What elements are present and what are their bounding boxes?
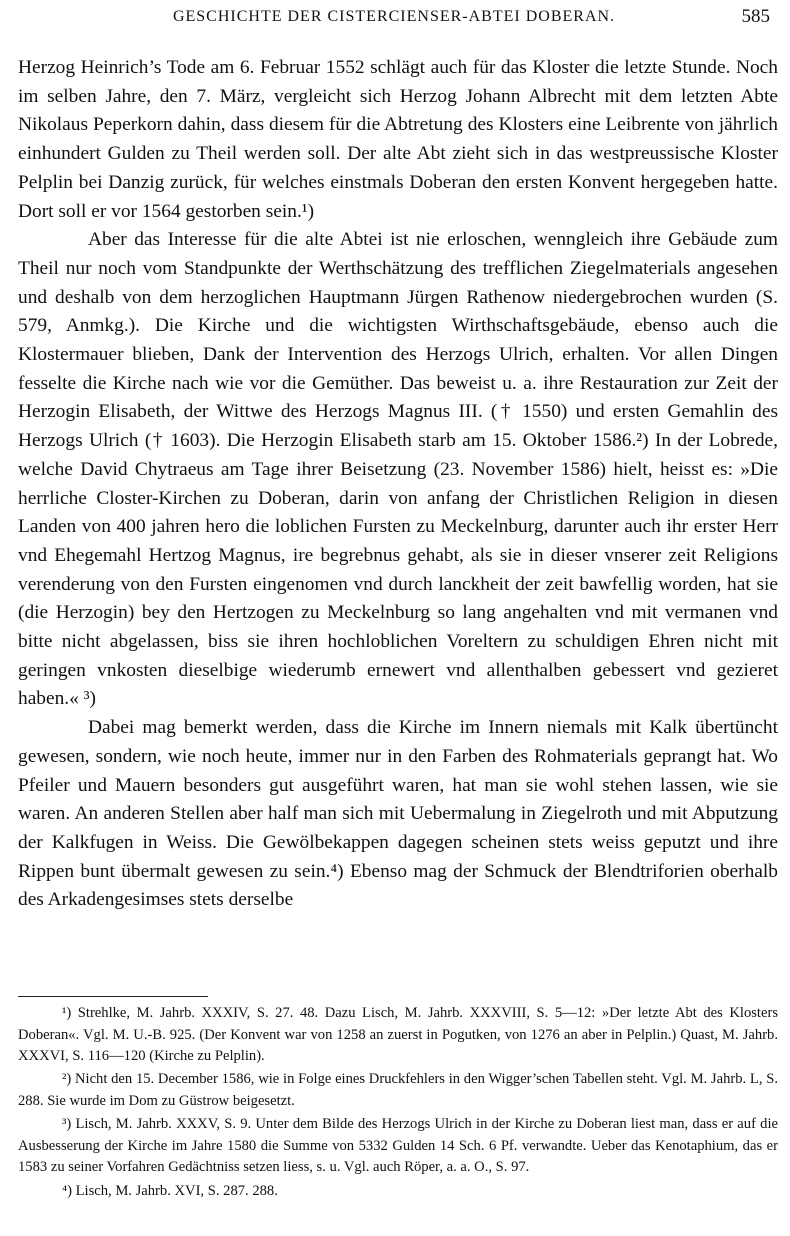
- footnote-1: ¹) Strehlke, M. Jahrb. XXXIV, S. 27. 48. Dazu Lisch, M. Jahrb. XXXVIII, S. 5—12: »Der letzte Abt des Klosters Doberan«. Vgl. M. U.-B. 925. (Der Konvent war von 1258 an zuerst in Pogutken, von 1276 an aber in Pelplin.) Quast, M. Jahrb. XXXVI, S. 116—120 (Kirche zu Pelplin).: [18, 1005, 778, 1065]
- body-text: [18, 54, 778, 915]
- footnote-3: ³) Lisch, M. Jahrb. XXXV, S. 9. Unter dem Bilde des Herzogs Ulrich in der Kirche zu Doberan liest man, dass er auf die Ausbesserung der Kirche im Jahre 1580 die Summe von 5332 Gulden 14 Sch. 6 Pf. verwandte. Ueber das Kenotaphium, das er 1583 zu seiner Vorfahren Gedächtniss setzen liess, s. u. Vgl. auch Röper, a. a. O., S. 97.: [18, 1116, 778, 1176]
- footnote-4: ⁴) Lisch, M. Jahrb. XVI, S. 287. 288.: [62, 1182, 278, 1199]
- page-number: 585: [741, 6, 770, 27]
- page-header: [18, 6, 770, 30]
- footnote-2: ²) Nicht den 15. December 1586, wie in Folge eines Druckfehlers in den Wigger’schen Tabellen steht. Vgl. M. Jahrb. L, S. 288. Sie wurde im Dom zu Güstrow beigesetzt.: [18, 1071, 778, 1109]
- footnote-rule: [18, 996, 208, 997]
- running-title: GESCHICHTE DER CISTERCIENSER-ABTEI DOBERAN.: [172, 8, 616, 25]
- footnotes: [18, 1003, 778, 1204]
- paragraph-1: Herzog Heinrich’s Tode am 6. Februar 1552 schlägt auch für das Kloster die letzte Stunde. Noch im selben Jahre, den 7. März, vergleicht sich Herzog Johann Albrecht mit dem letzten Abte Nikolaus Peperkorn dahin, dass diesem für die Abtretung des Klosters eine Leibrente von jährlich einhundert Gulden zu Theil werden soll. Der alte Abt zieht sich in das westpreussische Kloster Pelplin bei Danzig zurück, für welches einstmals Doberan den ersten Konvent hergegeben hatte. Dort soll er vor 1564 gestorben sein.¹): [18, 57, 778, 222]
- paragraph-2: Aber das Interesse für die alte Abtei ist nie erloschen, wenngleich ihre Gebäude zum Theil nur noch vom Standpunkte der Werthschätzung des trefflichen Ziegelmaterials angesehen und deshalb von dem herzoglichen Hauptmann Jürgen Rathenow niedergebrochen wurden (S. 579, Anmkg.). Die Kirche und die wichtigsten Wirthschaftsgebäude, ebenso auch die Klostermauer blieben, Dank der Intervention des Herzogs Ulrich, erhalten. Vor allen Dingen fesselte die Kirche nach wie vor die Gemüther. Das beweist u. a. ihre Restauration zur Zeit der Herzogin Elisabeth, der Wittwe des Herzogs Magnus III. († 1550) und ersten Gemahlin des Herzogs Ulrich († 1603). Die Herzogin Elisabeth starb am 15. Oktober 1586.²) In der Lobrede, welche David Chytraeus am Tage ihrer Beisetzung (23. November 1586) hielt, heisst es: »Die herrliche Closter-Kirchen zu Doberan, darin von anfang der Christlichen Religion in diesen Landen von 400 jahren hero die loblichen Fursten zu Meckelnburg, darunter auch ihr erster Herr vnd Ehegemahl Hertzog Magnus, ire begrebnus gehabt, als sie in dieser vnserer zeit Religions verenderung von den Fursten eingenomen vnd durch lanckheit der zeit bawfellig worden, hat sie (die Herzogin) bey den Hertzogen zu Meckelnburg so lang angehalten vnd mit vermanen vnd bitte nicht abgelassen, biss sie ihren hochloblichen Voreltern zu schuldigen Ehren nicht mit geringen vnkosten dieselbige wiederumb ernewert vnd allenthalben gebessert vnd gezieret haben.« ³): [18, 229, 778, 710]
- paragraph-3: Dabei mag bemerkt werden, dass die Kirche im Innern niemals mit Kalk übertüncht gewesen, sondern, wie noch heute, immer nur in den Farben des Rohmaterials geprangt hat. Wo Pfeiler und Mauern besonders gut ausgeführt waren, hat man sie wohl stehen lassen, wie sie waren. An anderen Stellen aber half man sich mit Uebermalung in Ziegelroth und mit Abputzung der Kalkfugen in Weiss. Die Gewölbekappen dagegen scheinen stets weiss geputzt und ihre Rippen bunt übermalt gewesen zu sein.⁴) Ebenso mag der Schmuck der Blendtriforien oberhalb des Arkadengesimses stets derselbe: [18, 717, 778, 911]
